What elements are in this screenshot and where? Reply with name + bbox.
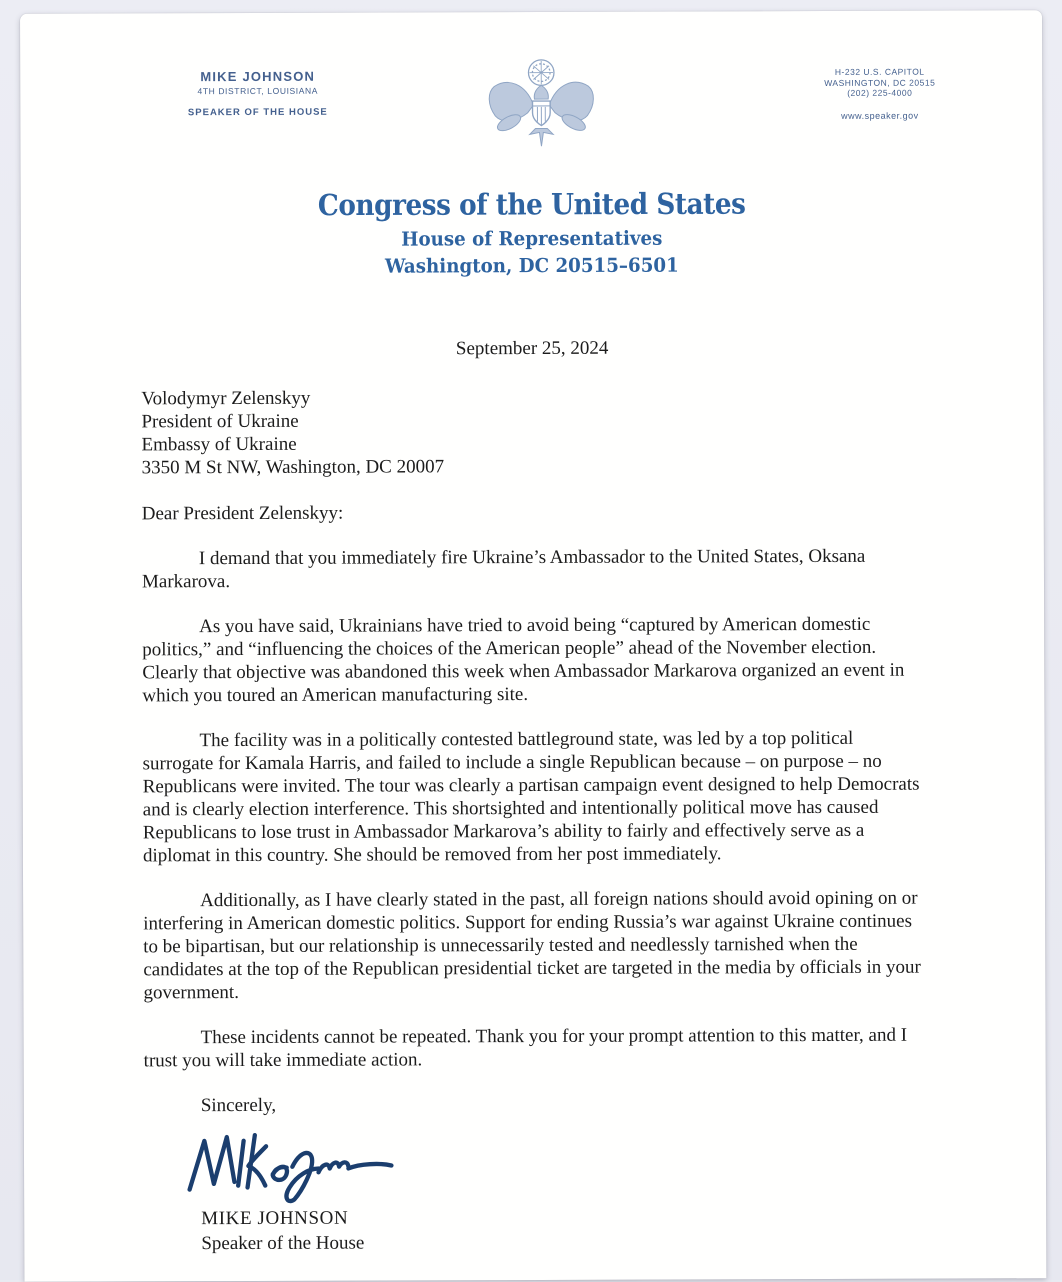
salutation: Dear President Zelenskyy: [141,502,344,525]
date-line: September 25, 2024 [455,337,609,360]
great-seal-icon [481,56,601,154]
recipient-block [141,385,923,480]
signer-name: MIKE JOHNSON [201,1207,349,1230]
office-address-line2: WASHINGTON, DC 20515 [824,77,936,88]
letterhead [20,10,1043,188]
recipient-name: Volodymyr Zelenskyy [141,387,311,410]
sender-title: SPEAKER OF THE HOUSE [187,106,328,119]
office-address-line1: H-232 U.S. CAPITOL [834,66,925,77]
letter-paragraph: I demand that you immediately fire Ukraine’s Ambassador to the United States, Oksana Markarova. [141,545,866,593]
recipient-org: Embassy of Ukraine [141,433,297,456]
sender-district: 4TH DISTRICT, LOUISIANA [197,85,319,97]
house-heading: House of Representatives [401,227,663,251]
letter-page [20,10,1046,1282]
letter-paragraph: Additionally, as I have clearly stated in the past, all foreign nations should avoid opining on or interfering in American domestic politics. Support for ending Russia’s war against Ukraine continues to be bipartisan, but our relationship is unnecessarily tested and needlessly tarnished when the candidates at the top of the Republican presidential ticket are targeted in the media by officials in your government. [143,887,921,1004]
signer-title: Speaker of the House [201,1232,365,1255]
office-website: www.speaker.gov [841,110,919,121]
letter-paragraph: As you have said, Ukrainians have tried to avoid being “captured by American domestic politics,” and “influencing the choices of the American people” ahead of the November election. Clearly that objective was abandoned this week when Ambassador Markarova organized an event in which you toured an American manufacturing site. [142,613,905,707]
washington-heading: Washington, DC 20515–6501 [384,254,679,278]
letter-paragraph: These incidents cannot be repeated. Thank you for your prompt attention to this matter, and I trust you will take immediate action. [143,1024,908,1072]
recipient-title: President of Ukraine [141,410,299,433]
letter-body [21,335,1046,1256]
sender-name: MIKE JOHNSON [200,68,316,85]
closing: Sincerely, [200,1094,277,1117]
letterhead-right [782,66,977,120]
congress-heading-block [21,186,1043,279]
letter-paragraph: The facility was in a politically contested battleground state, was led by a top political surrogate for Kamala Harris, and failed to include a single Republican because – on purpose – no Republicans were invited. The tour was clearly a partisan campaign event designed to help Democrats and is clearly election interference. This shortsighted and intentionally political move has caused Republicans to lose trust in Ambassador Markarova’s ability to fairly and effectively serve as a diplomat in this country. She should be removed from her post immediately. [142,727,920,867]
letterhead-left [160,69,355,119]
recipient-address: 3350 M St NW, Washington, DC 20007 [141,456,445,479]
mike-johnson-signature [182,1124,397,1207]
congress-heading: Congress of the United States [317,186,746,223]
office-phone: (202) 225-4000 [847,87,913,98]
